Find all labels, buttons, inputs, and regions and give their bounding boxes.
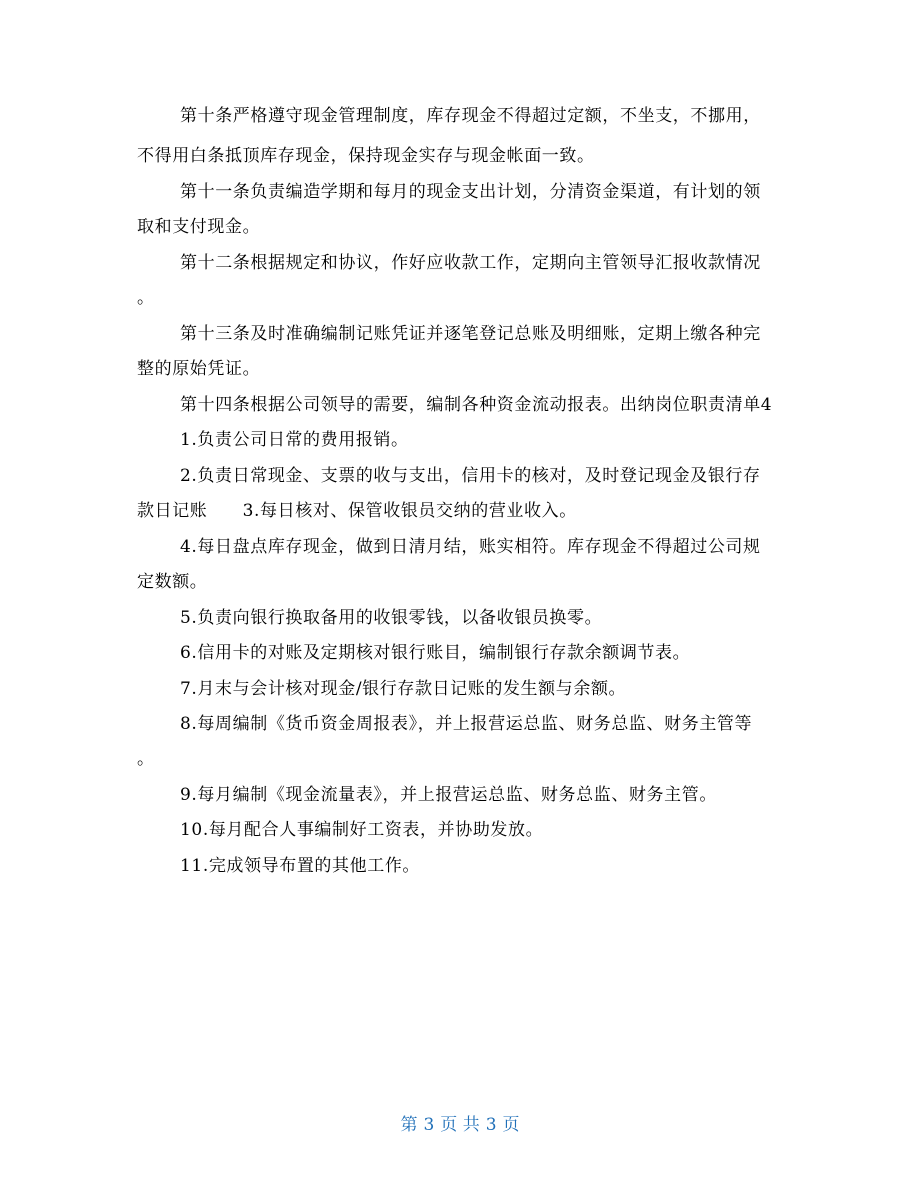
paragraph-line: 。: [137, 749, 155, 769]
paragraph-line: 9.每月编制《现金流量表》，并上报营运总监、财务总监、财务主管。: [180, 785, 717, 805]
paragraph-line: 6.信用卡的对账及定期核对银行账目，编制银行存款余额调节表。: [180, 643, 691, 663]
page-label-mid: 页 共: [440, 1115, 480, 1135]
paragraph-line: 2.负责日常现金、支票的收与支出，信用卡的核对，及时登记现金及银行存: [180, 466, 761, 486]
paragraph-line: 5.负责向银行换取备用的收银零钱，以备收银员换零。: [180, 608, 603, 628]
paragraph-line: 第十四条根据公司领导的需要，编制各种资金流动报表。出纳岗位职责清单4: [180, 395, 773, 415]
page-number-footer: [0, 1114, 920, 1136]
paragraph-line: 。: [137, 288, 155, 308]
paragraph-line: 定数额。: [137, 572, 208, 592]
paragraph-line: 款日记账 3.每日核对、保管收银员交纳的营业收入。: [137, 501, 577, 521]
paragraph-line: 10.每月配合人事编制好工资表，并协助发放。: [180, 820, 544, 840]
paragraph-line: 4.每日盘点库存现金，做到日清月结，账实相符。库存现金不得超过公司规: [180, 537, 761, 557]
paragraph-line: 不得用白条抵顶库存现金，保持现金实存与现金帐面一致。: [137, 146, 595, 166]
paragraph-line: 7.月末与会计核对现金/银行存款日记账的发生额与余额。: [180, 679, 627, 699]
current-page-number: 3: [423, 1115, 435, 1135]
paragraph-line: 第十一条负责编造学期和每月的现金支出计划，分清资金渠道，有计划的领: [180, 182, 761, 202]
paragraph-line: 1.负责公司日常的费用报销。: [180, 430, 409, 450]
paragraph-line: 第十二条根据规定和协议，作好应收款工作，定期向主管领导汇报收款情况: [180, 253, 761, 273]
page-label-prefix: 第: [400, 1115, 418, 1135]
paragraph-line: 取和支付现金。: [137, 217, 261, 237]
paragraph-line: 8.每周编制《货币资金周报表》，并上报营运总监、财务总监、财务主管等: [180, 714, 753, 734]
page-label-suffix: 页: [502, 1115, 520, 1135]
paragraph-line: 第十条严格遵守现金管理制度，库存现金不得超过定额，不坐支，不挪用，: [180, 106, 761, 126]
paragraph-line: 11.完成领导布置的其他工作。: [180, 856, 421, 876]
paragraph-line: 整的原始凭证。: [137, 359, 261, 379]
total-pages-number: 3: [485, 1115, 497, 1135]
paragraph-line: 第十三条及时准确编制记账凭证并逐笔登记总账及明细账，定期上缴各种完: [180, 324, 761, 344]
